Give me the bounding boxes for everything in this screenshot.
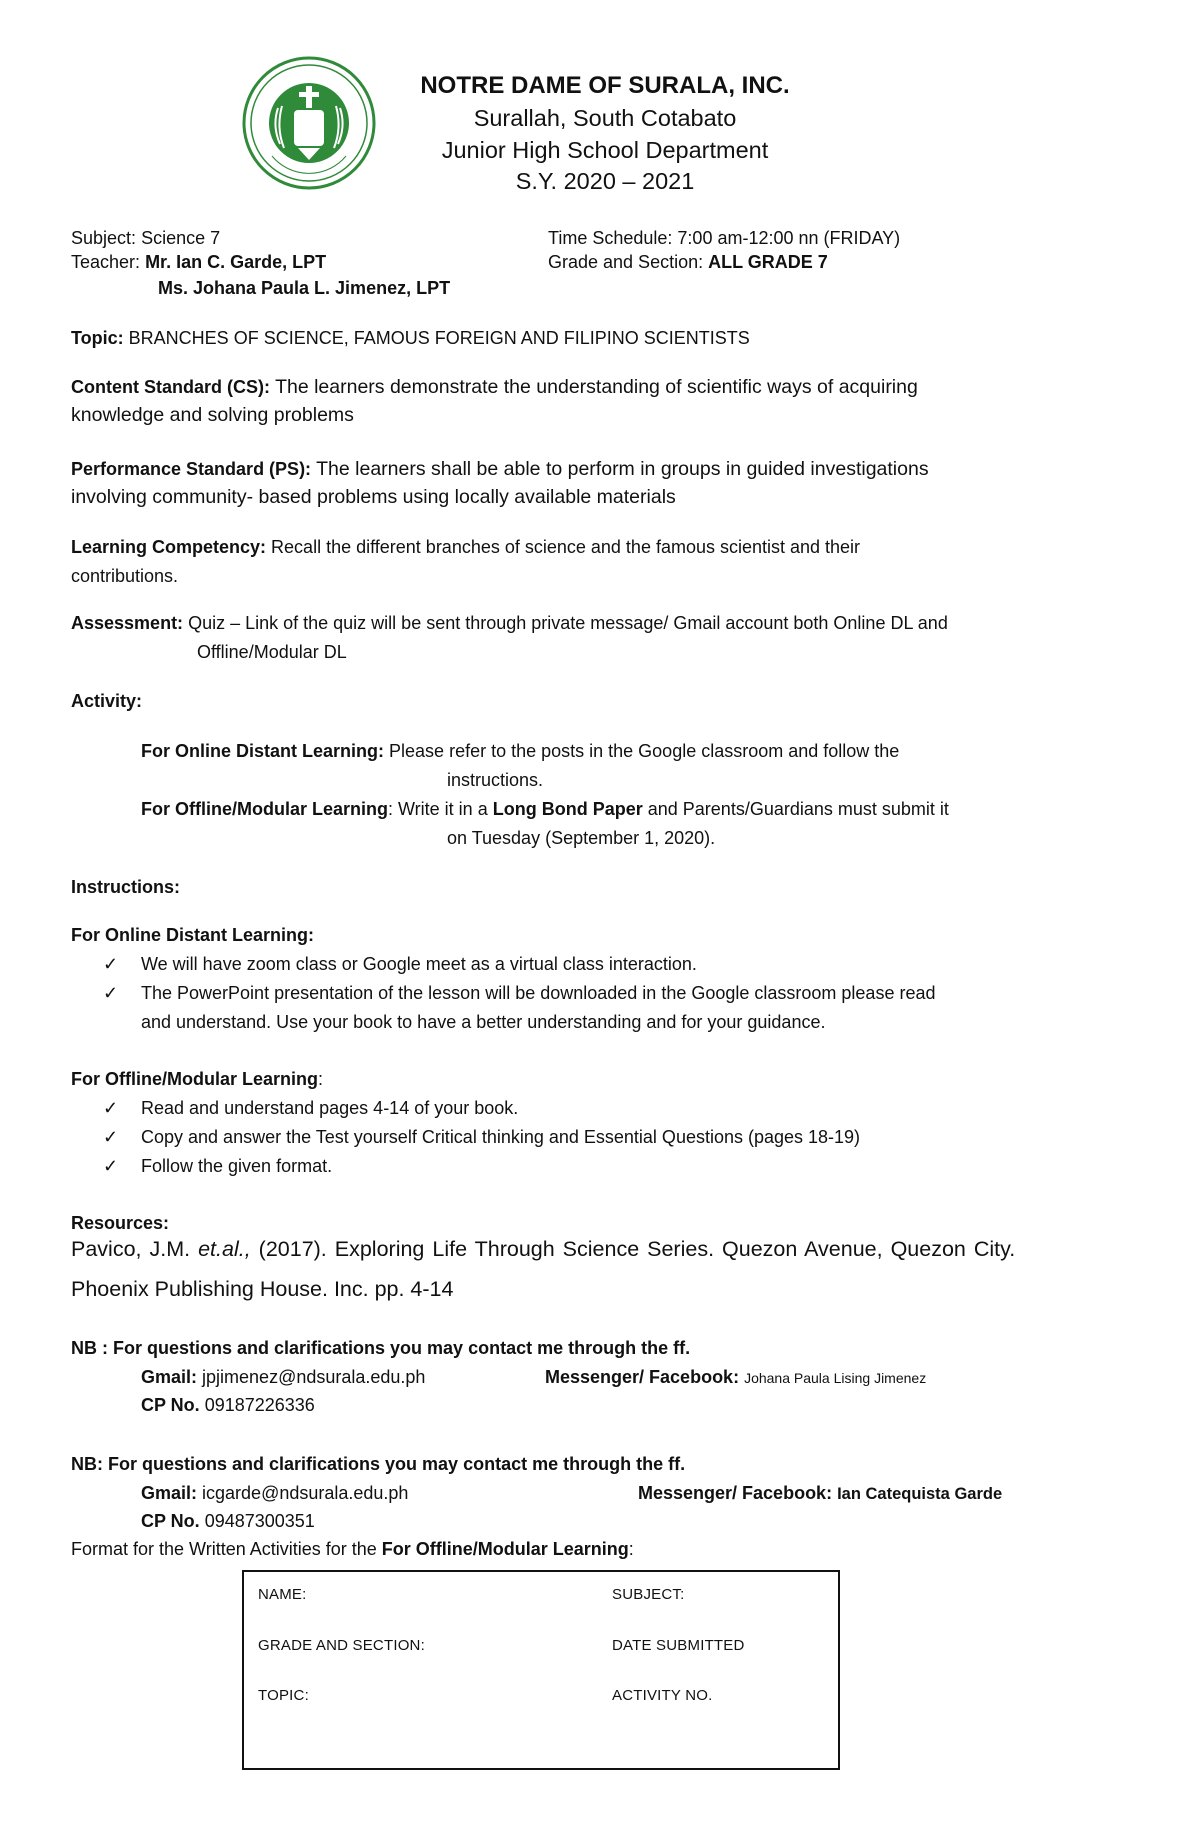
- instruction-online-item-1: [103, 950, 697, 979]
- assessment: [71, 609, 948, 637]
- cp-label: CP No.: [141, 1395, 200, 1415]
- check-icon: ✓: [103, 983, 119, 1003]
- learning-competency-label: Learning Competency:: [71, 537, 267, 557]
- messenger-name: Johana Paula Lising Jimenez: [744, 1370, 927, 1386]
- performance-standard-text-2: involving community- based problems using locally available materials: [71, 486, 676, 508]
- teacher-line: [71, 248, 326, 276]
- check-icon: ✓: [103, 1156, 119, 1176]
- teacher-label: Teacher:: [71, 252, 141, 272]
- format-intro-text: Format for the Written Activities for the: [71, 1539, 377, 1559]
- resource-title: (2017). Exploring Life Through Science Series. Quezon Avenue, Quezon City.: [258, 1237, 1016, 1261]
- grade-section-label: Grade and Section:: [548, 252, 704, 272]
- contact-2-cp: [141, 1507, 315, 1535]
- instruction-text: Copy and answer the Test yourself Critical thinking and Essential Questions (pages 18-19): [141, 1127, 861, 1147]
- contact-2-gmail: [141, 1479, 408, 1507]
- format-activity-no-field: ACTIVITY NO.: [612, 1687, 713, 1704]
- format-date-submitted-field: DATE SUBMITTED: [612, 1637, 745, 1654]
- activity-online-text-1: Please refer to the posts in the Google classroom and follow the: [389, 741, 900, 761]
- content-standard: [71, 373, 918, 401]
- subject-value: Science 7: [141, 228, 221, 248]
- messenger-name: Ian Catequista Garde: [837, 1485, 1003, 1503]
- check-icon: ✓: [103, 954, 119, 974]
- cp-number: 09487300351: [204, 1511, 315, 1531]
- instruction-online-item-2-cont: and understand. Use your book to have a better understanding and for your guidance.: [141, 1012, 826, 1032]
- contact-2-messenger: [638, 1479, 1002, 1508]
- instruction-online-item-2: [103, 979, 935, 1008]
- activity-online-label: For Online Distant Learning:: [141, 741, 385, 761]
- instruction-offline-item-3: [103, 1152, 332, 1181]
- teacher-name-2: Ms. Johana Paula L. Jimenez, LPT: [158, 278, 451, 298]
- contact-1-heading: NB : For questions and clarifications you may contact me through the ff.: [71, 1338, 691, 1358]
- resources-heading: Resources:: [71, 1213, 170, 1233]
- time-schedule-value: 7:00 am-12:00 nn (FRIDAY): [677, 228, 901, 248]
- resource-citation-2: Phoenix Publishing House. Inc. pp. 4-14: [71, 1277, 454, 1301]
- format-grade-section-field: GRADE AND SECTION:: [258, 1637, 425, 1654]
- learning-competency: [71, 533, 860, 561]
- gmail-label: Gmail:: [141, 1483, 198, 1503]
- subject-label: Subject:: [71, 228, 137, 248]
- performance-standard-text-1: The learners shall be able to perform in groups in guided investigations: [316, 458, 929, 480]
- school-name: NOTRE DAME OF SURALA, INC.: [420, 72, 790, 99]
- activity-offline-bold: Long Bond Paper: [492, 799, 643, 819]
- gmail-address[interactable]: icgarde@ndsurala.edu.ph: [202, 1483, 409, 1503]
- instructions-offline-heading: For Offline/Modular Learning: [71, 1069, 318, 1089]
- instruction-text: The PowerPoint presentation of the lesson will be downloaded in the Google classroom please read: [141, 983, 936, 1003]
- assessment-label: Assessment:: [71, 613, 184, 633]
- school-location: Surallah, South Cotabato: [473, 105, 737, 131]
- instruction-offline-item-2: [103, 1123, 860, 1152]
- contact-1-cp: [141, 1391, 315, 1419]
- instruction-text: We will have zoom class or Google meet as a virtual class interaction.: [141, 954, 697, 974]
- instructions-offline-heading-line: For Offline/Modular Learning:: [71, 1069, 324, 1089]
- topic-label: Topic:: [71, 328, 124, 348]
- topic-value: BRANCHES OF SCIENCE, FAMOUS FOREIGN AND FILIPINO SCIENTISTS: [128, 328, 750, 348]
- activity-online-text-2: instructions.: [447, 770, 544, 790]
- instructions-online-heading: For Online Distant Learning:: [71, 925, 315, 945]
- instruction-text: Follow the given format.: [141, 1156, 333, 1176]
- school-year: S.Y. 2020 – 2021: [515, 168, 695, 194]
- activity-offline-label: For Offline/Modular Learning: [141, 799, 388, 819]
- performance-standard-label: Performance Standard (PS):: [71, 459, 312, 479]
- format-subject-field: SUBJECT:: [612, 1586, 685, 1603]
- time-schedule-label: Time Schedule:: [548, 228, 673, 248]
- contact-1-gmail: [141, 1363, 425, 1391]
- topic-line: [71, 324, 750, 352]
- contact-1-messenger: [545, 1363, 926, 1392]
- format-topic-field: TOPIC:: [258, 1687, 309, 1704]
- grade-section-line: [548, 248, 828, 276]
- activity-online: [141, 737, 899, 765]
- content-standard-label: Content Standard (CS):: [71, 377, 270, 397]
- instruction-text: Read and understand pages 4-14 of your book.: [141, 1098, 519, 1118]
- instruction-offline-item-1: [103, 1094, 518, 1123]
- activity-offline-pre: Write it in a: [398, 799, 488, 819]
- content-standard-text-2: knowledge and solving problems: [71, 404, 354, 426]
- format-name-field: NAME:: [258, 1586, 307, 1603]
- instructions-heading: Instructions:: [71, 877, 181, 897]
- resource-etal: et.al.,: [198, 1237, 251, 1261]
- cp-label: CP No.: [141, 1511, 200, 1531]
- messenger-label: Messenger/ Facebook:: [545, 1367, 740, 1387]
- department-name: Junior High School Department: [441, 137, 769, 163]
- resource-author: Pavico, J.M.: [71, 1237, 191, 1261]
- content-standard-text-1: The learners demonstrate the understanding of scientific ways of acquiring: [275, 376, 918, 398]
- cp-number: 09187226336: [204, 1395, 315, 1415]
- check-icon: ✓: [103, 1098, 119, 1118]
- resource-citation-1: [71, 1234, 1015, 1264]
- messenger-label: Messenger/ Facebook:: [638, 1483, 833, 1503]
- format-intro-colon: :: [628, 1539, 634, 1559]
- contact-2-heading: NB: For questions and clarifications you may contact me through the ff.: [71, 1454, 686, 1474]
- gmail-label: Gmail:: [141, 1367, 198, 1387]
- assessment-text-2: Offline/Modular DL: [197, 642, 347, 662]
- check-icon: ✓: [103, 1127, 119, 1147]
- activity-offline-post: and Parents/Guardians must submit it: [647, 799, 949, 819]
- activity-heading: Activity:: [71, 691, 143, 711]
- learning-competency-text-1: Recall the different branches of science and the famous scientist and their: [271, 537, 861, 557]
- activity-offline: For Offline/Modular Learning: Write it in a Long Bond Paper and Parents/Guardians must submit it: [141, 799, 949, 819]
- assessment-text-1: Quiz – Link of the quiz will be sent through private message/ Gmail account both Online DL and: [188, 613, 948, 633]
- grade-section-value: ALL GRADE 7: [708, 252, 828, 272]
- format-intro: [71, 1535, 634, 1563]
- activity-offline-text-2: on Tuesday (September 1, 2020).: [447, 828, 716, 848]
- written-activity-format-box: [242, 1570, 840, 1770]
- teacher-name-1: Mr. Ian C. Garde, LPT: [145, 252, 327, 272]
- learning-competency-text-2: contributions.: [71, 566, 179, 586]
- format-intro-bold: For Offline/Modular Learning: [381, 1539, 629, 1559]
- gmail-address[interactable]: jpjimenez@ndsurala.edu.ph: [202, 1367, 426, 1387]
- performance-standard: [71, 455, 929, 483]
